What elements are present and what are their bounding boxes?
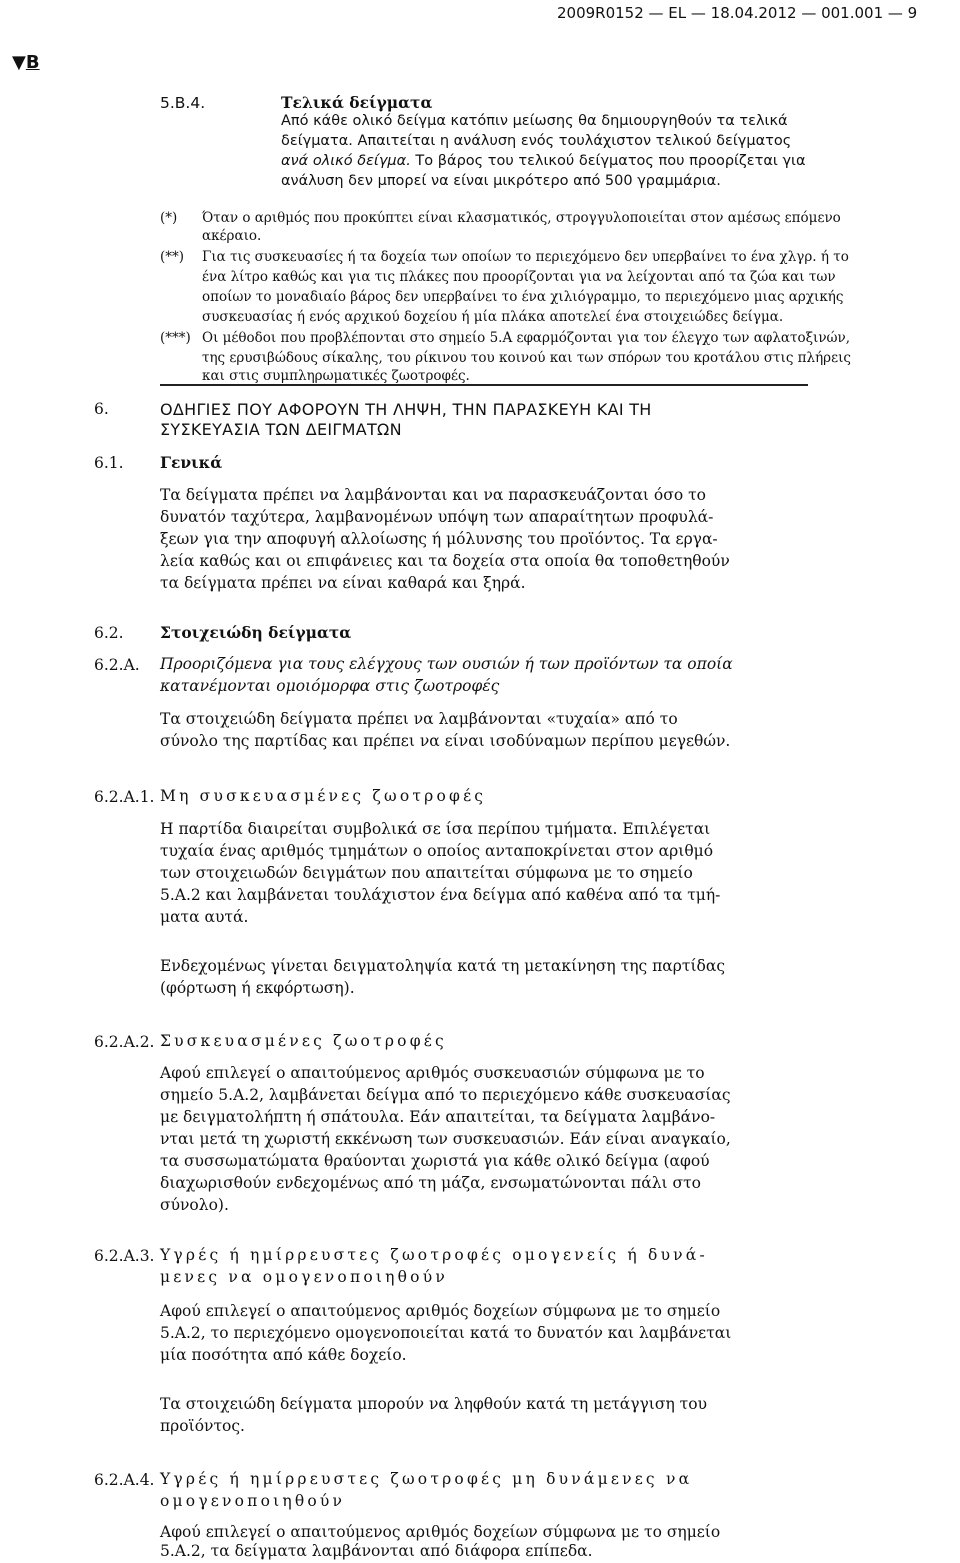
footnote-line: της ερυσιβώδους σίκαλης, του ρίκινου του κοινού και των σπόρων του κροτάλου στις πλήρεις xyxy=(202,350,851,366)
section-number: 5.B.4. xyxy=(160,94,206,112)
paragraph-line: 5.Α.2 και λαμβάνεται τουλάχιστον ένα δείγμα από καθένα από τα τμή- xyxy=(160,886,721,904)
paragraph-line: Ενδεχομένως γίνεται δειγματοληψία κατά τη μετακίνηση της παρτίδας xyxy=(160,957,726,975)
paragraph-line: των στοιχειωδών δειγμάτων που απαιτείται σύμφωνα με το σημείο xyxy=(160,864,693,882)
section-title: Τελικά δείγματα xyxy=(281,93,433,112)
footnote-line: Για τις συσκευασίες ή τα δοχεία των οποίων το περιεχόμενο δεν υπερβαίνει το ένα χλγρ. ή το xyxy=(202,249,849,265)
paragraph-line: δείγματα. Απαιτείται η ανάλυση ενός τουλάχιστον τελικού δείγματος xyxy=(281,133,792,149)
italic-text: ανά ολικό δείγμα. xyxy=(281,153,411,169)
section-number: 6.2.A.2. xyxy=(94,1033,155,1051)
paragraph-line: με δειγματολήπτη ή σπάτουλα. Εάν απαιτείται, τα δείγματα λαμβάνο- xyxy=(160,1108,716,1126)
document-header: 2009R0152 — EL — 18.04.2012 — 001.001 — 9 xyxy=(557,4,918,22)
section-title: Μη συσκευασμένες ζωοτροφές xyxy=(160,787,487,805)
section-title-line: ΣΥΣΚΕΥΑΣΙΑ ΤΩΝ ΔΕΙΓΜΑΤΩΝ xyxy=(160,420,402,439)
paragraph-line: Από κάθε ολικό δείγμα κατόπιν μείωσης θα δημιουργηθούν τα τελικά xyxy=(281,113,788,129)
section-number: 6.2. xyxy=(94,624,124,642)
paragraph-line: (φόρτωση ή εκφόρτωση). xyxy=(160,979,355,997)
paragraph-line: διαχωρισθούν ενδεχομένως από τη μάζα, ενσωματώνονται πάλι στο xyxy=(160,1174,702,1192)
section-title-line: ομογενοποιηθούν xyxy=(160,1492,346,1510)
paragraph-line: τα δείγματα πρέπει να είναι καθαρά και ξηρά. xyxy=(160,574,526,592)
footnote-line: συσκευασίας ή ενός αρχικού δοχείου ή μία πλάκα αποτελεί ένα στοιχειώδες δείγμα. xyxy=(202,309,784,325)
section-number: 6.2.A. xyxy=(94,656,140,674)
triangle-down-icon: ▼ xyxy=(12,52,26,73)
paragraph-line: ανάλυση δεν μπορεί να είναι μικρότερο από 500 γραμμάρια. xyxy=(281,173,721,189)
paragraph-line: Τα δείγματα πρέπει να λαμβάνονται και να παρασκευάζονται όσο το xyxy=(160,486,707,504)
section-title-line: Υγρές ή ημίρρευστες ζωοτροφές ομογενείς ή δυνά- xyxy=(160,1246,708,1264)
paragraph-line: σύνολο της παρτίδας και πρέπει να είναι ισοδύναμων περίπου μεγεθών. xyxy=(160,732,731,750)
footnote-line: οποίων το μοναδιαίο βάρος δεν υπερβαίνει το ένα χιλιόγραμμο, το περιεχόμενο μιας αρχικής xyxy=(202,289,844,305)
footnote-line: ακέραιο. xyxy=(202,228,262,244)
section-title: Στοιχειώδη δείγματα xyxy=(160,623,352,642)
footnote-line: ένα λίτρο καθώς και για τις πλάκες που προορίζονται για να λείχονται από τα ζώα και των xyxy=(202,269,836,285)
paragraph-line: Τα στοιχειώδη δείγματα μπορούν να ληφθούν κατά τη μετάγγιση του xyxy=(160,1395,708,1413)
marker-label: B xyxy=(25,52,40,73)
paragraph-line: μία ποσότητα από κάθε δοχείο. xyxy=(160,1346,407,1364)
paragraph-line: λεία καθώς και οι επιφάνειες και τα δοχεία στα οποία θα τοποθετηθούν xyxy=(160,552,730,570)
amendment-marker xyxy=(12,52,40,73)
paragraph-line: Αφού επιλεγεί ο απαιτούμενος αριθμός δοχείων σύμφωνα με το σημείο xyxy=(160,1302,721,1320)
footnote-mark: (***) xyxy=(160,330,191,346)
footnote-mark: (*) xyxy=(160,210,178,226)
section-title-line: ΟΔΗΓΙΕΣ ΠΟΥ ΑΦΟΡΟΥΝ ΤΗ ΛΗΨΗ, ΤΗΝ ΠΑΡΑΣΚΕΥΗ ΚΑΙ ΤΗ xyxy=(160,400,652,419)
paragraph-line: δυνατόν ταχύτερα, λαμβανομένων υπόψη των απαραίτητων προφυλά- xyxy=(160,508,714,526)
paragraph-line: σημείο 5.Α.2, λαμβάνεται δείγμα από το περιεχόμενο κάθε συσκευασίας xyxy=(160,1086,731,1104)
section-title-line: Προοριζόμενα για τους ελέγχους των ουσιών ή των προϊόντων τα οποία xyxy=(160,655,733,673)
paragraph-line: νται μετά τη χωριστή εκκένωση των συσκευασιών. Εάν είναι αναγκαίο, xyxy=(160,1130,731,1148)
paragraph-line: ξεων για την αποφυγή αλλοίωσης ή μόλυνσης του προϊόντος. Τα εργα- xyxy=(160,530,718,548)
section-title: Γενικά xyxy=(160,453,223,472)
footnote-line: Οι μέθοδοι που προβλέπονται στο σημείο 5.Α εφαρμόζονται για τον έλεγχο των αφλατοξινών, xyxy=(202,330,851,346)
paragraph-line: Αφού επιλεγεί ο απαιτούμενος αριθμός δοχείων σύμφωνα με το σημείο xyxy=(160,1523,721,1541)
footnote-mark: (**) xyxy=(160,249,185,265)
paragraph-line: τυχαία ένας αριθμός τμημάτων ο οποίος ανταποκρίνεται στον αριθμό xyxy=(160,842,714,860)
section-title-line: κατανέμονται ομοιόμορφα στις ζωοτροφές xyxy=(160,677,500,695)
section-title-line: Υγρές ή ημίρρευστες ζωοτροφές μη δυνάμενες να xyxy=(160,1470,693,1488)
paragraph-line: ματα αυτά. xyxy=(160,908,249,926)
footnote-line: και στις συμπληρωματικές ζωοτροφές. xyxy=(202,368,470,384)
section-title: Συσκευασμένες ζωοτροφές xyxy=(160,1032,447,1050)
section-title-line: μενες να ομογενοποιηθούν xyxy=(160,1268,448,1286)
plain-text: Το βάρος του τελικού δείγματος που προορίζεται για xyxy=(410,153,806,169)
section-number: 6. xyxy=(94,400,109,418)
paragraph-line: τα συσσωματώματα θραύονται χωριστά για κάθε ολικό δείγμα (αφού xyxy=(160,1152,710,1170)
paragraph-line: 5.Α.2, τα δείγματα λαμβάνονται από διάφορα επίπεδα. xyxy=(160,1542,593,1560)
paragraph-line: προϊόντος. xyxy=(160,1417,245,1435)
paragraph-line: Αφού επιλεγεί ο απαιτούμενος αριθμός συσκευασιών σύμφωνα με το xyxy=(160,1064,705,1082)
paragraph-line: 5.Α.2, το περιεχόμενο ομογενοποιείται κατά το δυνατόν και λαμβάνεται xyxy=(160,1324,732,1342)
section-number: 6.2.A.4. xyxy=(94,1471,155,1489)
paragraph-line: σύνολο). xyxy=(160,1196,229,1214)
footnote-divider xyxy=(160,384,808,386)
paragraph-line: Η παρτίδα διαιρείται συμβολικά σε ίσα περίπου τμήματα. Επιλέγεται xyxy=(160,820,711,838)
section-number: 6.2.A.1. xyxy=(94,788,155,806)
section-number: 6.2.A.3. xyxy=(94,1247,155,1265)
footnote-line: Όταν ο αριθμός που προκύπτει είναι κλασματικός, στρογγυλοποιείται στον αμέσως επόμενο xyxy=(202,210,841,226)
section-number: 6.1. xyxy=(94,454,124,472)
paragraph-line: Τα στοιχειώδη δείγματα πρέπει να λαμβάνονται «τυχαία» από το xyxy=(160,710,678,728)
